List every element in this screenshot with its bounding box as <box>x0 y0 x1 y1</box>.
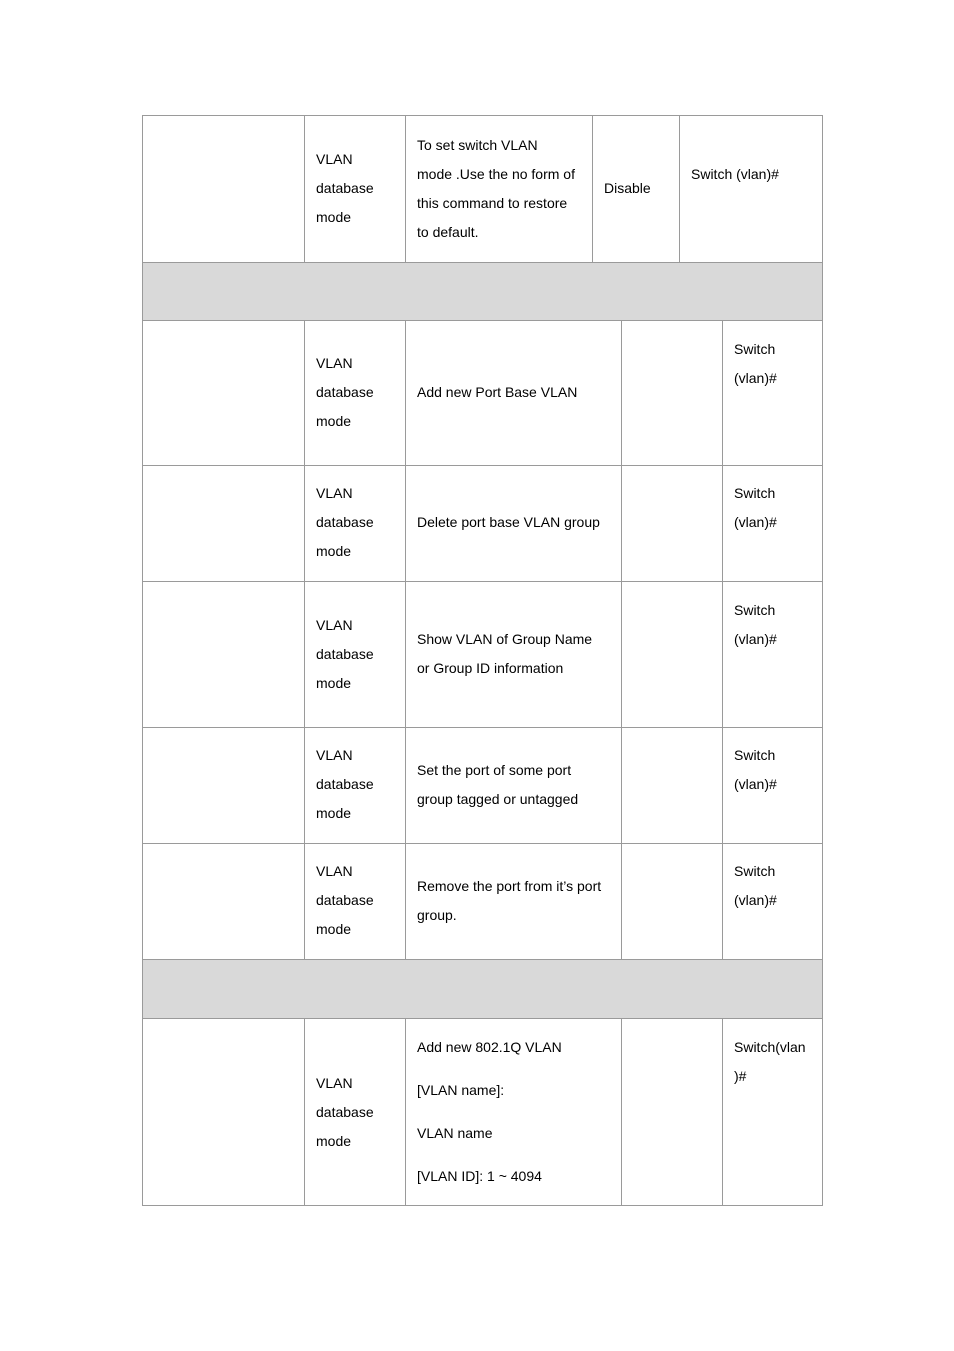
description-text: Add new Port Base VLAN <box>417 384 578 400</box>
prompt-cell <box>722 844 822 959</box>
mode-text: VLAN database mode <box>316 747 374 821</box>
description-text: Delete port base VLAN group <box>417 514 600 530</box>
prompt-text: Switch (vlan)# <box>734 485 777 530</box>
command-cell <box>143 1019 304 1205</box>
default-cell <box>621 466 722 581</box>
section-band <box>142 959 823 1018</box>
command-cell <box>143 844 304 959</box>
default-cell <box>621 321 722 465</box>
description-cell <box>405 582 621 727</box>
description-cell <box>405 1019 621 1205</box>
table-row <box>142 1018 823 1206</box>
prompt-cell <box>722 466 822 581</box>
mode-cell <box>304 582 405 727</box>
table-row <box>142 581 823 727</box>
prompt-text: Switch (vlan)# <box>734 341 777 386</box>
prompt-text: Switch(vlan )# <box>734 1039 806 1084</box>
description-text: Remove the port from it’s port group. <box>417 878 602 923</box>
description-cell <box>405 466 621 581</box>
vlan-command-table <box>142 115 823 1206</box>
default-text: Disable <box>604 180 651 196</box>
mode-text: VLAN database mode <box>316 1075 374 1149</box>
mode-text: VLAN database mode <box>316 151 374 225</box>
mode-cell <box>304 728 405 843</box>
prompt-cell <box>679 116 822 262</box>
description-text: Set the port of some port group tagged or untagged <box>417 762 579 807</box>
mode-text: VLAN database mode <box>316 617 374 691</box>
table-row <box>142 465 823 581</box>
mode-text: VLAN database mode <box>316 355 374 429</box>
command-cell <box>143 466 304 581</box>
description-cell <box>405 321 621 465</box>
table-row <box>142 320 823 465</box>
section-band <box>142 262 823 320</box>
command-cell <box>143 116 304 262</box>
table-row <box>142 727 823 843</box>
prompt-cell <box>722 582 822 727</box>
prompt-text: Switch (vlan)# <box>734 602 777 647</box>
table-row <box>142 115 823 262</box>
prompt-text: Switch (vlan)# <box>734 863 777 908</box>
prompt-cell <box>722 321 822 465</box>
table-row <box>142 843 823 959</box>
mode-cell <box>304 116 405 262</box>
prompt-text: Switch (vlan)# <box>734 747 777 792</box>
default-cell <box>621 582 722 727</box>
command-cell <box>143 728 304 843</box>
description-text: Show VLAN of Group Name or Group ID information <box>417 631 593 676</box>
description-cell <box>405 844 621 959</box>
description-cell <box>405 116 592 262</box>
description-text: To set switch VLAN mode .Use the no form of this command to restore to default. <box>417 137 575 240</box>
prompt-cell <box>722 1019 822 1205</box>
prompt-cell <box>722 728 822 843</box>
default-cell <box>621 844 722 959</box>
default-cell <box>621 1019 722 1205</box>
prompt-text: Switch (vlan)# <box>691 166 779 182</box>
description-cell <box>405 728 621 843</box>
default-cell <box>621 728 722 843</box>
mode-text: VLAN database mode <box>316 863 374 937</box>
command-cell <box>143 582 304 727</box>
mode-text: VLAN database mode <box>316 485 374 559</box>
default-cell <box>592 116 679 262</box>
command-cell <box>143 321 304 465</box>
mode-cell <box>304 466 405 581</box>
mode-cell <box>304 844 405 959</box>
mode-cell <box>304 1019 405 1205</box>
description-text: Add new 802.1Q VLAN [VLAN name]: VLAN name [VLAN ID]: 1 ~ 4094 <box>417 1039 562 1184</box>
mode-cell <box>304 321 405 465</box>
